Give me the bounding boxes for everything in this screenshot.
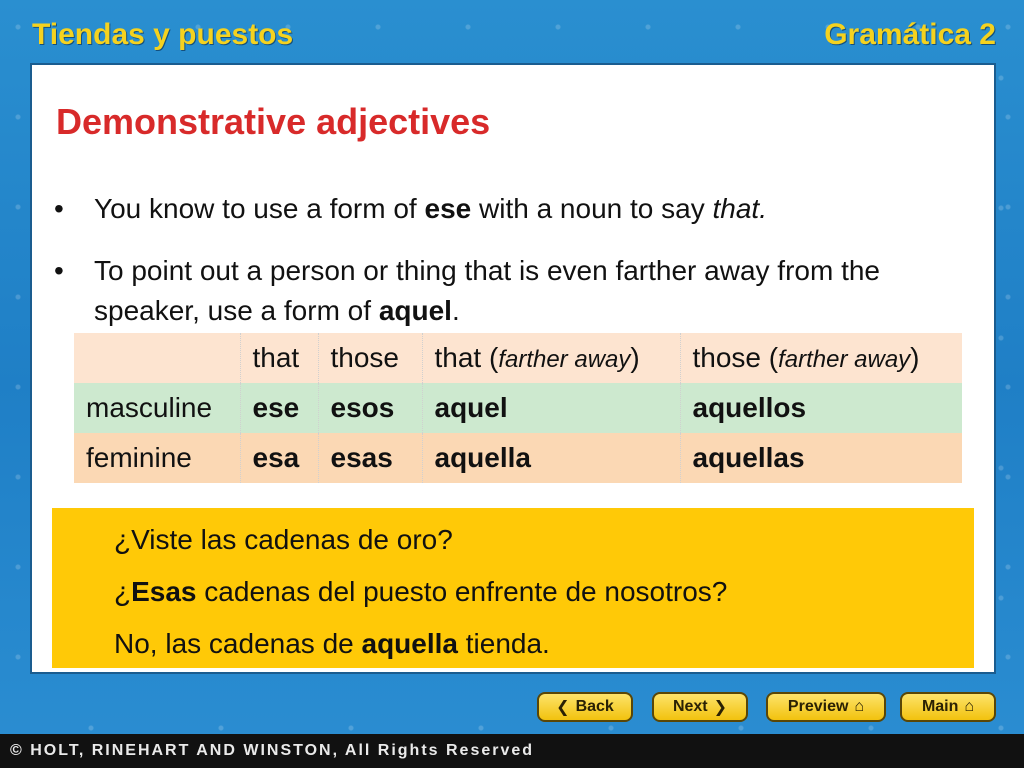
form-that-far: aquel [422, 383, 680, 433]
next-button-label: Next [672, 698, 708, 715]
form-those: esas [318, 433, 422, 483]
row-label: feminine [74, 433, 240, 483]
form-that: ese [240, 383, 318, 433]
table-row-feminine [74, 433, 962, 483]
table-row-masculine [74, 383, 962, 433]
bullet-dot: • [54, 193, 64, 224]
back-button[interactable] [537, 692, 633, 722]
paren-close: ) [910, 342, 920, 373]
example-box [52, 508, 974, 668]
demonstrative-table [74, 333, 962, 483]
farther-away-text: farther away [498, 346, 631, 373]
paren-open: ( [768, 342, 779, 373]
main-button-label: Main [921, 698, 959, 715]
text-run: No, las cadenas de [114, 628, 362, 659]
bullet-dot: • [54, 255, 64, 286]
section-title: Gramática 2 [824, 18, 996, 51]
bullet-item [54, 189, 954, 229]
chevron-right-icon: ❯ [713, 699, 728, 716]
home-icon: ⌂ [854, 698, 865, 715]
form-those-far: aquellos [680, 383, 962, 433]
paren-open: ( [488, 342, 499, 373]
form-those: esos [318, 383, 422, 433]
row-label: masculine [74, 383, 240, 433]
next-button[interactable] [652, 692, 748, 722]
bullet-item [54, 251, 954, 331]
header-those-far-word: those [692, 342, 761, 373]
text-run: tienda. [457, 628, 550, 659]
bullet-text [94, 251, 954, 331]
chevron-left-icon: ❮ [556, 699, 570, 716]
header-that: that [240, 333, 318, 383]
text-run: ese [424, 193, 472, 224]
text-run: To point out a person or thing that is even farther away from the speaker, use a form of [94, 255, 880, 326]
home-icon: ⌂ [964, 698, 975, 715]
preview-button-label: Preview [787, 698, 849, 715]
header-that-far [422, 333, 680, 383]
example-line [114, 566, 974, 618]
header-those-far [680, 333, 962, 383]
header-that-far-word: that [434, 342, 482, 373]
text-run: cadenas del puesto enfrente de nosotros? [196, 576, 728, 607]
text-run: that. [712, 193, 767, 224]
text-run: aquella [361, 628, 458, 659]
back-button-label: Back [575, 698, 614, 715]
slide-panel [30, 63, 996, 674]
paren-close: ) [630, 342, 640, 373]
form-that: esa [240, 433, 318, 483]
text-run: with a noun to say [471, 193, 713, 224]
text-run: Esas [131, 576, 197, 607]
text-run: . [451, 295, 460, 326]
form-those-far: aquellas [680, 433, 962, 483]
table-corner-cell [74, 333, 240, 383]
table-header-row [74, 333, 962, 383]
main-button[interactable] [900, 692, 996, 722]
example-line [114, 618, 974, 670]
copyright-footer: © HOLT, RINEHART AND WINSTON, All Rights Reserved [0, 734, 1024, 768]
header-those: those [318, 333, 422, 383]
preview-button[interactable] [766, 692, 886, 722]
bullet-text [94, 189, 954, 229]
text-run: ¿Viste las cadenas de oro? [114, 524, 453, 555]
slide-heading: Demonstrative adjectives [56, 101, 491, 142]
example-line [114, 514, 974, 566]
farther-away-text: farther away [778, 346, 911, 373]
text-run: aquel [378, 295, 452, 326]
chapter-title: Tiendas y puestos [32, 18, 294, 51]
text-run: ¿ [114, 576, 132, 607]
form-that-far: aquella [422, 433, 680, 483]
text-run: You know to use a form of [94, 193, 425, 224]
